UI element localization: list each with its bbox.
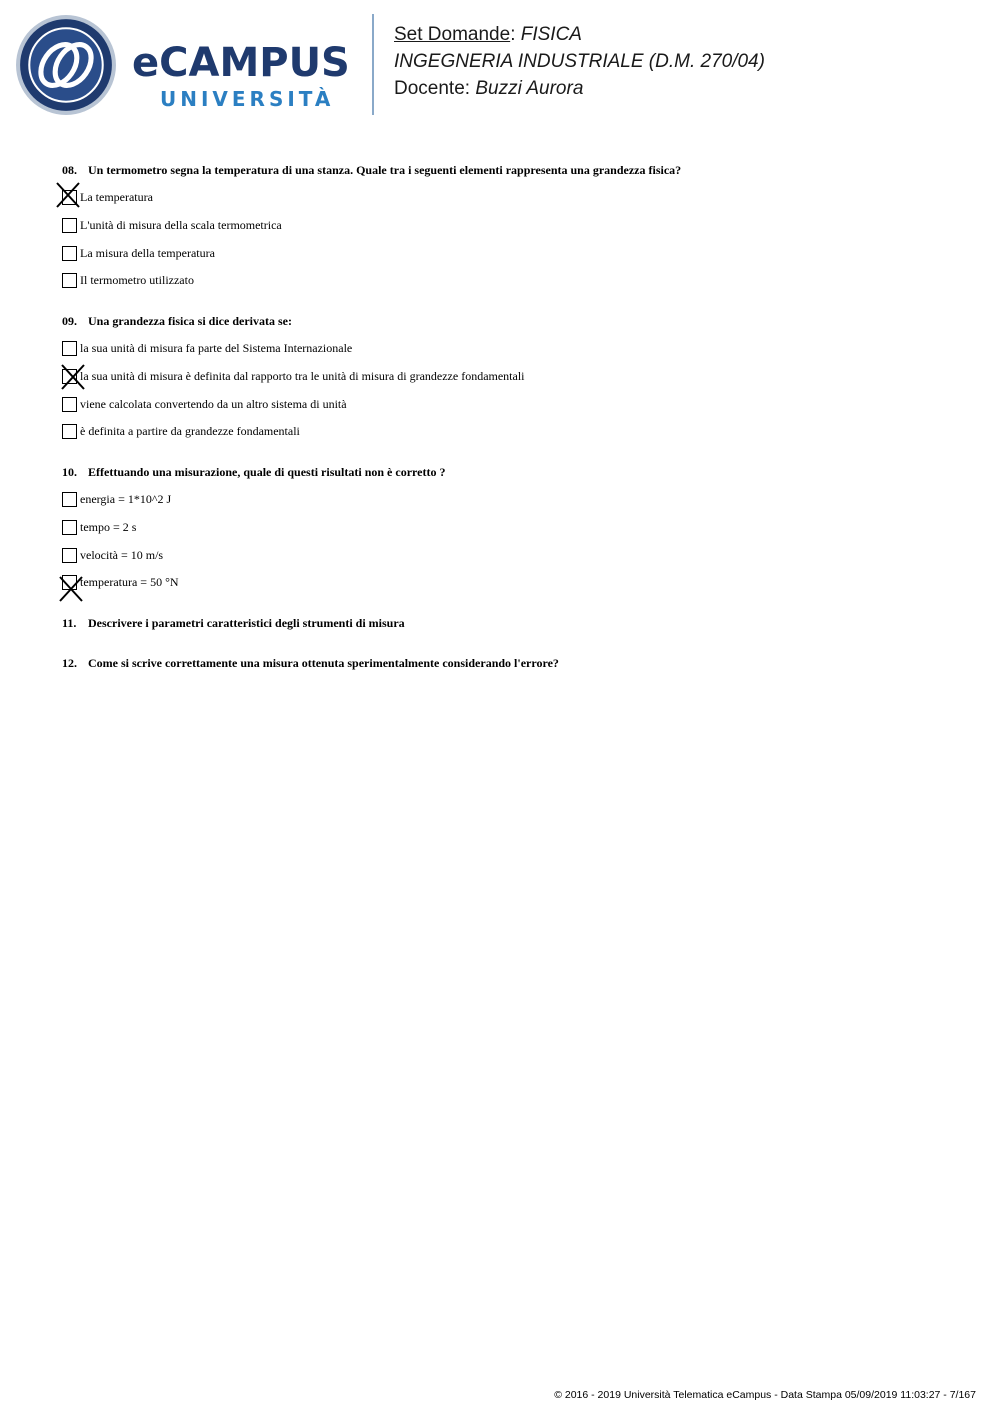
question-10 — [62, 465, 445, 480]
answer-text: La misura della temperatura — [80, 246, 215, 260]
teacher-name: Buzzi Aurora — [475, 78, 584, 99]
answer-text: tempo = 2 s — [80, 520, 137, 534]
answer-text: la sua unità di misura fa parte del Sistema Internazionale — [80, 341, 353, 355]
question-number: 12. — [62, 656, 77, 670]
answer-checkbox[interactable] — [62, 492, 77, 507]
subject-name: FISICA — [520, 24, 582, 45]
answer-text: la sua unità di misura è definita dal rapporto tra le unità di misura di grandezze fondamentali — [80, 369, 525, 383]
question-text: Una grandezza fisica si dice derivata se: — [88, 314, 292, 328]
answer-checkbox[interactable] — [62, 246, 77, 261]
answer-text: velocità = 10 m/s — [80, 548, 164, 562]
answer-text: viene calcolata convertendo da un altro sistema di unità — [80, 397, 347, 411]
question-12 — [62, 656, 559, 671]
question-09 — [62, 314, 292, 329]
question-text: Un termometro segna la temperatura di una stanza. Quale tra i seguenti elementi rappresenta una grandezza fisica? — [88, 163, 682, 177]
answer-checkbox[interactable] — [62, 548, 77, 563]
answer-text: La temperatura — [80, 190, 153, 204]
answer-checkbox[interactable] — [62, 424, 77, 439]
question-text: Descrivere i parametri caratteristici degli strumenti di misura — [88, 616, 405, 630]
question-number: 08. — [62, 163, 77, 177]
question-08 — [62, 163, 681, 178]
question-number: 09. — [62, 314, 77, 328]
question-text: Come si scrive correttamente una misura ottenuta sperimentalmente considerando l'errore? — [88, 656, 559, 670]
header-divider — [372, 14, 374, 115]
set-separator: : — [510, 24, 516, 45]
question-text: Effettuando una misurazione, quale di questi risultati non è corretto ? — [88, 465, 446, 479]
cross-mark-icon — [55, 181, 81, 209]
answer-text: energia = 1*10^2 J — [80, 492, 172, 506]
answer-text: L'unità di misura della scala termometrica — [80, 218, 282, 232]
answer-checkbox[interactable] — [62, 397, 77, 412]
universita-wordmark: UNIVERSITÀ — [160, 87, 335, 111]
answer-text: Il termometro utilizzato — [80, 273, 194, 287]
answer-checkbox[interactable] — [62, 341, 77, 356]
page-footer: © 2016 - 2019 Università Telematica eCampus - Data Stampa 05/09/2019 11:03:27 - 7/167 — [554, 1389, 976, 1401]
set-label: Set Domande — [394, 24, 511, 45]
ecampus-seal-logo-icon — [15, 14, 117, 116]
answer-text: è definita a partire da grandezze fondamentali — [80, 424, 300, 438]
question-number: 11. — [62, 616, 77, 630]
header-teacher-line — [394, 78, 583, 100]
question-11 — [62, 616, 405, 631]
answer-checkbox[interactable] — [62, 273, 77, 288]
answer-text: temperatura = 50 °N — [80, 575, 179, 589]
course-name: INGEGNERIA INDUSTRIALE (D.M. 270/04) — [394, 51, 765, 72]
ecampus-wordmark: eCAMPUS — [132, 40, 350, 86]
teacher-label: Docente: — [394, 78, 471, 99]
answer-checkbox[interactable] — [62, 520, 77, 535]
question-number: 10. — [62, 465, 77, 479]
answer-checkbox[interactable] — [62, 218, 77, 233]
header-set-line — [394, 24, 582, 46]
